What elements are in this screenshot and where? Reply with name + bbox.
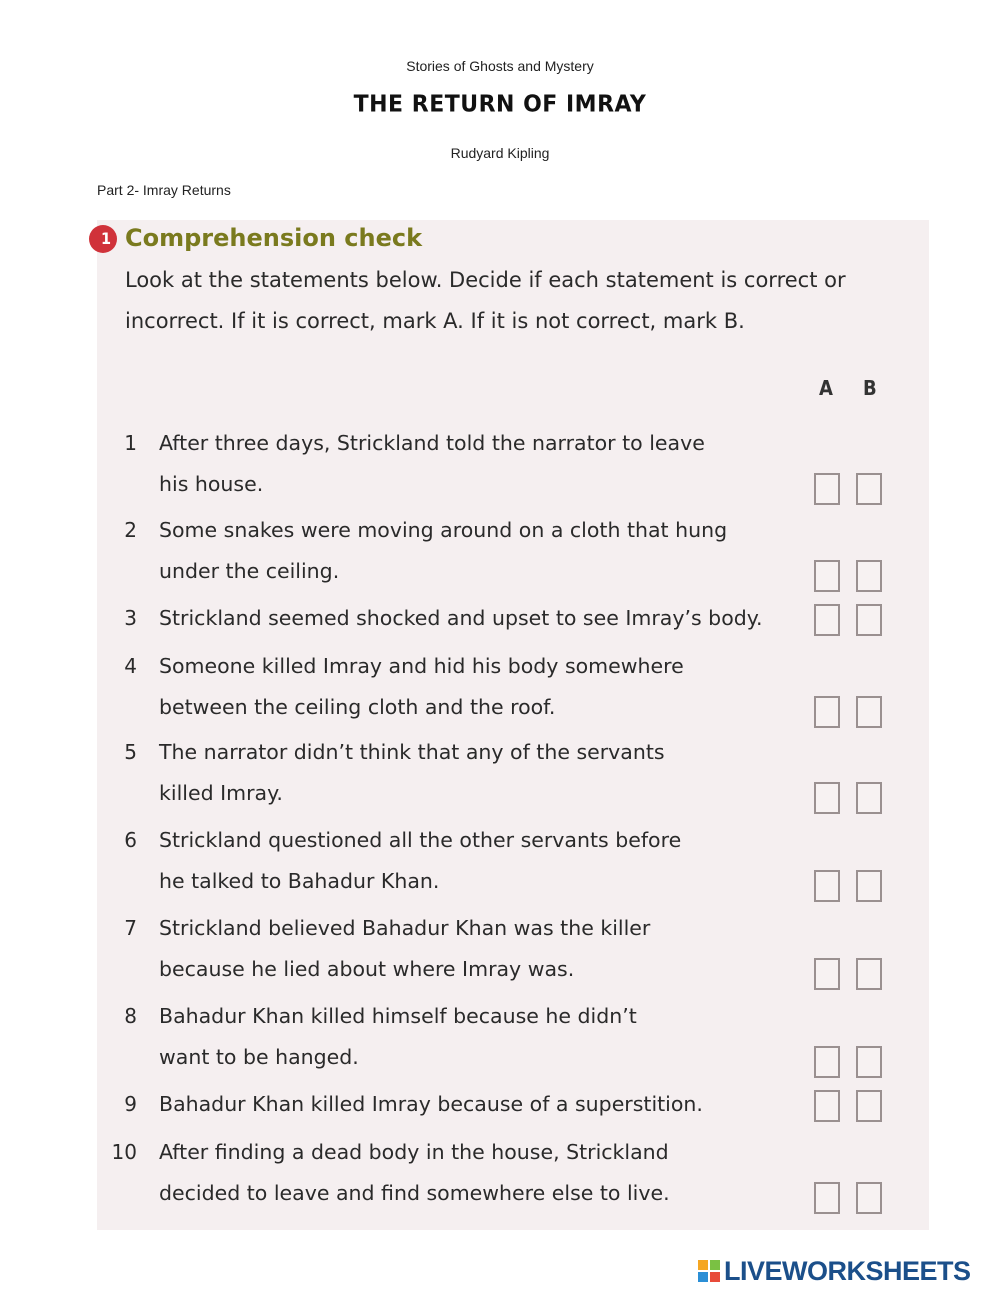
answer-box-a[interactable] — [814, 1090, 840, 1122]
exercise-heading: Comprehension check — [125, 224, 423, 252]
statement-number: 9 — [124, 1092, 137, 1116]
answer-box-b[interactable] — [856, 604, 882, 636]
answer-box-a[interactable] — [814, 473, 840, 505]
liveworksheets-logo-icon — [698, 1260, 720, 1282]
page-title: THE RETURN OF IMRAY — [353, 91, 647, 118]
statement-text — [159, 908, 809, 990]
statement-number: 5 — [124, 740, 137, 764]
statement-line: Bahadur Khan killed Imray because of a superstition. — [159, 1092, 703, 1116]
statement-line: Strickland seemed shocked and upset to see Imray’s body. — [159, 606, 763, 630]
answer-box-a[interactable] — [814, 604, 840, 636]
answer-box-b[interactable] — [856, 1182, 882, 1214]
answer-box-b[interactable] — [856, 870, 882, 902]
statement-number: 4 — [124, 654, 137, 678]
answer-box-a[interactable] — [814, 696, 840, 728]
statement-line: his house. — [159, 472, 264, 496]
statement-line: After finding a dead body in the house, Strickland — [159, 1140, 669, 1164]
statement-number: 1 — [124, 431, 137, 455]
exercise-number-badge: 1 — [89, 225, 117, 253]
series-title: Stories of Ghosts and Mystery — [406, 58, 594, 74]
statement-text — [159, 996, 809, 1078]
statement-number: 6 — [124, 828, 137, 852]
answer-box-b[interactable] — [856, 1090, 882, 1122]
statement-line: Strickland questioned all the other servants before — [159, 828, 682, 852]
worksheet-scan — [97, 220, 929, 1230]
answer-box-a[interactable] — [814, 1046, 840, 1078]
statement-line: decided to leave and find somewhere else to live. — [159, 1181, 670, 1205]
statement-text — [159, 646, 809, 728]
statement-line: Someone killed Imray and hid his body somewhere — [159, 654, 684, 678]
statement-text — [159, 598, 809, 639]
statement-line: killed Imray. — [159, 781, 283, 805]
statement-text — [159, 732, 809, 814]
statement-line: Some snakes were moving around on a cloth that hung — [159, 518, 728, 542]
statement-line: Strickland believed Bahadur Khan was the killer — [159, 916, 651, 940]
statement-number: 3 — [124, 606, 137, 630]
exercise-instruction: Look at the statements below. Decide if each statement is correct or incorrect. If it is correct, mark A. If it is not correct, mark B. — [125, 268, 846, 333]
statement-line: between the ceiling cloth and the roof. — [159, 695, 556, 719]
statement-line: The narrator didn’t think that any of the servants — [159, 740, 665, 764]
statement-line: under the ceiling. — [159, 559, 340, 583]
answer-box-b[interactable] — [856, 473, 882, 505]
answer-box-b[interactable] — [856, 782, 882, 814]
answer-box-a[interactable] — [814, 870, 840, 902]
brand-name: LIVEWORKSHEETS — [724, 1256, 971, 1286]
statement-line: want to be hanged. — [159, 1045, 359, 1069]
statement-text — [159, 510, 809, 592]
column-b-header: B — [863, 376, 877, 400]
answer-box-b[interactable] — [856, 560, 882, 592]
part-label: Part 2- Imray Returns — [97, 182, 231, 198]
statement-text — [159, 820, 809, 902]
statement-number: 8 — [124, 1004, 137, 1028]
column-a-header: A — [819, 376, 833, 400]
answer-box-a[interactable] — [814, 782, 840, 814]
author: Rudyard Kipling — [450, 145, 550, 161]
statement-text — [159, 1084, 809, 1125]
answer-box-b[interactable] — [856, 696, 882, 728]
statement-line: because he lied about where Imray was. — [159, 957, 575, 981]
statement-text — [159, 1132, 809, 1214]
statement-line: Bahadur Khan killed himself because he didn’t — [159, 1004, 637, 1028]
statement-line: After three days, Strickland told the narrator to leave — [159, 431, 705, 455]
statement-text — [159, 423, 809, 505]
statement-number: 10 — [111, 1140, 137, 1164]
statement-line: he talked to Bahadur Khan. — [159, 869, 440, 893]
footer-brand — [698, 1258, 998, 1288]
answer-box-b[interactable] — [856, 958, 882, 990]
answer-box-a[interactable] — [814, 560, 840, 592]
statement-number: 2 — [124, 518, 137, 542]
statement-number: 7 — [124, 916, 137, 940]
answer-box-b[interactable] — [856, 1046, 882, 1078]
answer-box-a[interactable] — [814, 958, 840, 990]
answer-box-a[interactable] — [814, 1182, 840, 1214]
